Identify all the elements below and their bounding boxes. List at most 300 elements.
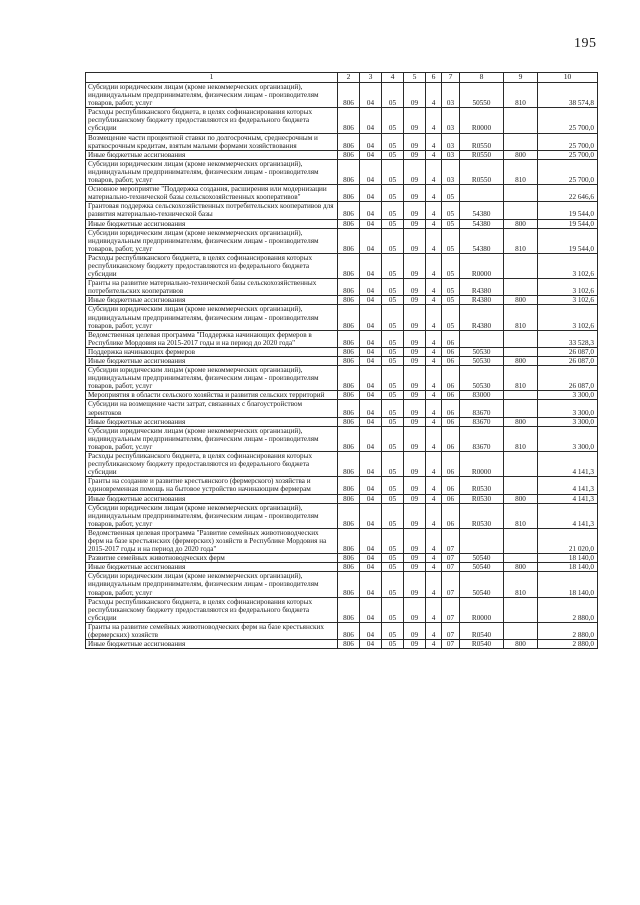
row-ministry-code: 806 [338, 108, 360, 133]
row-amount: 22 646,6 [538, 185, 598, 202]
row-amount: 18 140,0 [538, 572, 598, 597]
row-event: 06 [442, 477, 460, 494]
row-program: 09 [404, 554, 426, 563]
row-event: 07 [442, 554, 460, 563]
row-description: Гранты на развитие семейных животноводческих ферм на базе крестьянских (фермерских) хозяйств [86, 622, 338, 639]
row-program: 09 [404, 477, 426, 494]
row-expense-type [504, 391, 538, 400]
row-description: Субсидии на возмещение части затрат, связанных с благоустройством зерентоков [86, 400, 338, 417]
row-direction: 83000 [460, 391, 504, 400]
row-subprogram: 4 [426, 150, 442, 159]
header-row [86, 73, 598, 83]
row-direction: R0530 [460, 503, 504, 528]
table-row [86, 563, 598, 572]
row-subprogram: 4 [426, 253, 442, 278]
row-section: 04 [360, 528, 382, 553]
row-section: 04 [360, 357, 382, 366]
row-subsection: 05 [382, 622, 404, 639]
row-program: 09 [404, 597, 426, 622]
row-description: Мероприятия в области сельского хозяйства и развития сельских территорий [86, 391, 338, 400]
table-row [86, 452, 598, 477]
row-expense-type [504, 400, 538, 417]
row-event: 06 [442, 417, 460, 426]
row-expense-type [504, 330, 538, 347]
row-expense-type: 800 [504, 494, 538, 503]
row-description: Ведомственная целевая программа "Развитие семейных животноводческих ферм на базе крестьянских (фермерских) хозяйств в Республике Мордовия на 2015-2017 годы и на период до 2020 года" [86, 528, 338, 553]
row-event: 06 [442, 494, 460, 503]
row-section: 04 [360, 159, 382, 184]
row-ministry-code: 806 [338, 347, 360, 356]
row-ministry-code: 806 [338, 494, 360, 503]
row-direction [460, 185, 504, 202]
page-number: 195 [574, 36, 597, 51]
row-subprogram: 4 [426, 357, 442, 366]
row-amount: 3 300,0 [538, 417, 598, 426]
row-subsection: 05 [382, 305, 404, 330]
row-section: 04 [360, 150, 382, 159]
row-subsection: 05 [382, 202, 404, 219]
row-subprogram: 4 [426, 219, 442, 228]
table-header [86, 73, 598, 83]
row-subsection: 05 [382, 150, 404, 159]
row-amount: 18 140,0 [538, 554, 598, 563]
row-section: 04 [360, 202, 382, 219]
row-ministry-code: 806 [338, 253, 360, 278]
row-amount: 3 102,6 [538, 253, 598, 278]
table-row [86, 330, 598, 347]
row-program: 09 [404, 219, 426, 228]
row-description: Субсидии юридическим лицам (кроме некоммерческих организаций), индивидуальным предпринимателям, физическим лицам - производителям товаров, работ, услуг [86, 228, 338, 253]
row-description: Иные бюджетные ассигнования [86, 357, 338, 366]
row-subprogram: 4 [426, 494, 442, 503]
row-subprogram: 4 [426, 133, 442, 150]
row-ministry-code: 806 [338, 503, 360, 528]
row-section: 04 [360, 563, 382, 572]
row-direction: R4380 [460, 305, 504, 330]
row-subsection: 05 [382, 494, 404, 503]
row-amount: 4 141,3 [538, 503, 598, 528]
row-description: Возмещение части процентной ставки по долгосрочным, среднесрочным и краткосрочным кредитам, взятым малыми формами хозяйствования [86, 133, 338, 150]
row-description: Развитие семейных животноводческих ферм [86, 554, 338, 563]
row-direction: R0550 [460, 159, 504, 184]
row-expense-type: 810 [504, 426, 538, 451]
row-subprogram: 4 [426, 572, 442, 597]
row-subsection: 05 [382, 330, 404, 347]
row-subsection: 05 [382, 477, 404, 494]
row-section: 04 [360, 83, 382, 108]
row-subprogram: 4 [426, 503, 442, 528]
row-program: 09 [404, 253, 426, 278]
row-program: 09 [404, 357, 426, 366]
row-expense-type [504, 528, 538, 553]
row-section: 04 [360, 253, 382, 278]
row-subprogram: 4 [426, 305, 442, 330]
row-program: 09 [404, 133, 426, 150]
table-row [86, 133, 598, 150]
row-ministry-code: 806 [338, 400, 360, 417]
row-subsection: 05 [382, 452, 404, 477]
row-expense-type: 800 [504, 296, 538, 305]
row-subsection: 05 [382, 133, 404, 150]
table-row [86, 391, 598, 400]
row-expense-type: 800 [504, 357, 538, 366]
row-direction: R0000 [460, 108, 504, 133]
row-subprogram: 4 [426, 83, 442, 108]
row-section: 04 [360, 347, 382, 356]
table-row [86, 554, 598, 563]
row-amount: 2 880,0 [538, 640, 598, 649]
header-cell: 6 [426, 73, 442, 83]
row-ministry-code: 806 [338, 228, 360, 253]
row-subprogram: 4 [426, 400, 442, 417]
row-event: 05 [442, 296, 460, 305]
table-row [86, 296, 598, 305]
row-amount: 25 700,0 [538, 108, 598, 133]
table-row [86, 622, 598, 639]
row-amount: 4 141,3 [538, 494, 598, 503]
row-subprogram: 4 [426, 330, 442, 347]
row-event: 07 [442, 597, 460, 622]
row-section: 04 [360, 503, 382, 528]
row-description: Расходы республиканского бюджета, в целях софинансирования которых республиканскому бюджету предоставляются из федерального бюджета субсидии [86, 452, 338, 477]
table-row [86, 185, 598, 202]
row-direction: 50540 [460, 572, 504, 597]
row-description: Субсидии юридическим лицам (кроме некоммерческих организаций), индивидуальным предпринимателям, физическим лицам - производителям товаров, работ, услуг [86, 83, 338, 108]
row-expense-type: 810 [504, 159, 538, 184]
row-direction: 50530 [460, 366, 504, 391]
row-ministry-code: 806 [338, 133, 360, 150]
header-cell: 1 [86, 73, 338, 83]
row-program: 09 [404, 563, 426, 572]
row-program: 09 [404, 159, 426, 184]
row-amount: 25 700,0 [538, 133, 598, 150]
row-ministry-code: 806 [338, 528, 360, 553]
row-program: 09 [404, 640, 426, 649]
row-expense-type [504, 347, 538, 356]
row-ministry-code: 806 [338, 357, 360, 366]
row-description: Иные бюджетные ассигнования [86, 640, 338, 649]
row-direction: 50540 [460, 563, 504, 572]
row-ministry-code: 806 [338, 159, 360, 184]
row-description: Расходы республиканского бюджета, в целях софинансирования которых республиканскому бюджету предоставляются из федерального бюджета субсидии [86, 597, 338, 622]
row-section: 04 [360, 108, 382, 133]
row-description: Гранты на развитие материально-технической базы сельскохозяйственных потребительских кооперативов [86, 279, 338, 296]
row-subprogram: 4 [426, 417, 442, 426]
row-description: Иные бюджетные ассигнования [86, 296, 338, 305]
row-description: Поддержка начинающих фермеров [86, 347, 338, 356]
row-direction: 83670 [460, 417, 504, 426]
row-subprogram: 4 [426, 426, 442, 451]
row-amount: 4 141,3 [538, 452, 598, 477]
row-description: Субсидии юридическим лицам (кроме некоммерческих организаций), индивидуальным предпринимателям, физическим лицам - производителям товаров, работ, услуг [86, 572, 338, 597]
row-event: 06 [442, 503, 460, 528]
row-event: 07 [442, 640, 460, 649]
table-row [86, 150, 598, 159]
row-amount: 25 700,0 [538, 159, 598, 184]
row-subprogram: 4 [426, 391, 442, 400]
table-row [86, 366, 598, 391]
row-amount: 2 880,0 [538, 597, 598, 622]
row-event: 03 [442, 133, 460, 150]
row-direction: 54380 [460, 228, 504, 253]
row-expense-type: 800 [504, 417, 538, 426]
row-event: 06 [442, 391, 460, 400]
row-event: 07 [442, 622, 460, 639]
row-section: 04 [360, 330, 382, 347]
row-expense-type [504, 108, 538, 133]
row-subsection: 05 [382, 279, 404, 296]
row-expense-type [504, 477, 538, 494]
row-description: Субсидии юридическим лицам (кроме некоммерческих организаций), индивидуальным предпринимателям, физическим лицам - производителям товаров, работ, услуг [86, 305, 338, 330]
table-row [86, 228, 598, 253]
row-amount: 25 700,0 [538, 150, 598, 159]
row-direction: R0550 [460, 133, 504, 150]
table-row [86, 83, 598, 108]
row-program: 09 [404, 296, 426, 305]
row-direction: 50530 [460, 347, 504, 356]
row-section: 04 [360, 296, 382, 305]
row-ministry-code: 806 [338, 150, 360, 159]
row-subsection: 05 [382, 400, 404, 417]
row-event: 05 [442, 279, 460, 296]
row-subsection: 05 [382, 296, 404, 305]
row-event: 07 [442, 572, 460, 597]
row-direction [460, 528, 504, 553]
table-row [86, 640, 598, 649]
row-subsection: 05 [382, 347, 404, 356]
row-subprogram: 4 [426, 347, 442, 356]
row-amount: 3 102,6 [538, 305, 598, 330]
row-description: Основное мероприятие "Поддержка создания, расширения или модернизации материально-технической базы сельскохозяйственных кооперативов" [86, 185, 338, 202]
row-ministry-code: 806 [338, 279, 360, 296]
row-program: 09 [404, 366, 426, 391]
row-direction: R0530 [460, 477, 504, 494]
table-row [86, 572, 598, 597]
row-program: 09 [404, 503, 426, 528]
row-subsection: 05 [382, 426, 404, 451]
row-expense-type: 800 [504, 219, 538, 228]
table-row [86, 417, 598, 426]
row-expense-type: 800 [504, 150, 538, 159]
row-direction: R4380 [460, 296, 504, 305]
row-ministry-code: 806 [338, 83, 360, 108]
row-expense-type: 810 [504, 572, 538, 597]
row-expense-type: 800 [504, 640, 538, 649]
row-event: 06 [442, 357, 460, 366]
row-subsection: 05 [382, 503, 404, 528]
table-row [86, 494, 598, 503]
header-cell: 10 [538, 73, 598, 83]
row-ministry-code: 806 [338, 622, 360, 639]
row-expense-type [504, 253, 538, 278]
row-subprogram: 4 [426, 622, 442, 639]
row-subsection: 05 [382, 228, 404, 253]
row-amount: 3 300,0 [538, 400, 598, 417]
row-expense-type [504, 452, 538, 477]
table-row [86, 159, 598, 184]
row-ministry-code: 806 [338, 366, 360, 391]
row-expense-type [504, 133, 538, 150]
row-section: 04 [360, 366, 382, 391]
row-subsection: 05 [382, 572, 404, 597]
header-cell: 2 [338, 73, 360, 83]
row-ministry-code: 806 [338, 640, 360, 649]
row-expense-type: 810 [504, 305, 538, 330]
row-program: 09 [404, 528, 426, 553]
row-event: 07 [442, 563, 460, 572]
row-event: 05 [442, 202, 460, 219]
row-ministry-code: 806 [338, 330, 360, 347]
row-ministry-code: 806 [338, 305, 360, 330]
table-row [86, 400, 598, 417]
row-direction: R0530 [460, 494, 504, 503]
row-direction: R0540 [460, 640, 504, 649]
row-program: 09 [404, 330, 426, 347]
row-subsection: 05 [382, 83, 404, 108]
row-subprogram: 4 [426, 640, 442, 649]
budget-table [85, 72, 598, 649]
row-program: 09 [404, 494, 426, 503]
row-amount: 26 087,0 [538, 366, 598, 391]
row-description: Иные бюджетные ассигнования [86, 417, 338, 426]
row-event: 03 [442, 159, 460, 184]
row-direction: 50540 [460, 554, 504, 563]
row-expense-type: 810 [504, 83, 538, 108]
row-event: 05 [442, 253, 460, 278]
row-ministry-code: 806 [338, 417, 360, 426]
row-amount: 38 574,8 [538, 83, 598, 108]
row-ministry-code: 806 [338, 219, 360, 228]
row-subprogram: 4 [426, 563, 442, 572]
table-row [86, 108, 598, 133]
row-event: 06 [442, 366, 460, 391]
row-amount: 2 880,0 [538, 622, 598, 639]
row-amount: 3 300,0 [538, 391, 598, 400]
row-section: 04 [360, 391, 382, 400]
row-expense-type [504, 554, 538, 563]
row-description: Иные бюджетные ассигнования [86, 563, 338, 572]
row-description: Иные бюджетные ассигнования [86, 494, 338, 503]
row-amount: 33 528,3 [538, 330, 598, 347]
row-program: 09 [404, 426, 426, 451]
row-direction: R0550 [460, 150, 504, 159]
table-row [86, 202, 598, 219]
row-amount: 21 020,0 [538, 528, 598, 553]
row-event: 05 [442, 305, 460, 330]
row-program: 09 [404, 108, 426, 133]
row-program: 09 [404, 150, 426, 159]
row-subsection: 05 [382, 357, 404, 366]
row-expense-type [504, 185, 538, 202]
row-program: 09 [404, 572, 426, 597]
row-ministry-code: 806 [338, 202, 360, 219]
row-ministry-code: 806 [338, 477, 360, 494]
row-subsection: 05 [382, 108, 404, 133]
row-subprogram: 4 [426, 185, 442, 202]
row-direction: R0000 [460, 253, 504, 278]
row-event: 06 [442, 452, 460, 477]
row-expense-type: 800 [504, 563, 538, 572]
row-subsection: 05 [382, 219, 404, 228]
row-subprogram: 4 [426, 279, 442, 296]
row-section: 04 [360, 452, 382, 477]
row-section: 04 [360, 494, 382, 503]
row-ministry-code: 806 [338, 572, 360, 597]
row-direction: R0000 [460, 452, 504, 477]
row-program: 09 [404, 202, 426, 219]
row-direction: 50530 [460, 357, 504, 366]
row-section: 04 [360, 640, 382, 649]
row-subsection: 05 [382, 366, 404, 391]
row-program: 09 [404, 83, 426, 108]
row-amount: 3 300,0 [538, 426, 598, 451]
row-direction: R4380 [460, 279, 504, 296]
row-description: Иные бюджетные ассигнования [86, 150, 338, 159]
row-expense-type [504, 279, 538, 296]
row-description: Расходы республиканского бюджета, в целях софинансирования которых республиканскому бюджету предоставляются из федерального бюджета субсидии [86, 253, 338, 278]
row-subsection: 05 [382, 159, 404, 184]
table-row [86, 597, 598, 622]
row-direction: 54380 [460, 219, 504, 228]
header-cell: 3 [360, 73, 382, 83]
row-subprogram: 4 [426, 554, 442, 563]
row-section: 04 [360, 133, 382, 150]
row-expense-type [504, 622, 538, 639]
row-description: Субсидии юридическим лицам (кроме некоммерческих организаций), индивидуальным предпринимателям, физическим лицам - производителям товаров, работ, услуг [86, 159, 338, 184]
row-amount: 19 544,0 [538, 202, 598, 219]
row-subprogram: 4 [426, 452, 442, 477]
table-row [86, 253, 598, 278]
row-program: 09 [404, 391, 426, 400]
table-row [86, 357, 598, 366]
row-description: Субсидии юридическим лицам (кроме некоммерческих организаций), индивидуальным предпринимателям, физическим лицам - производителям товаров, работ, услуг [86, 426, 338, 451]
row-amount: 19 544,0 [538, 228, 598, 253]
header-cell: 7 [442, 73, 460, 83]
table-row [86, 347, 598, 356]
row-direction: R0000 [460, 597, 504, 622]
row-ministry-code: 806 [338, 563, 360, 572]
row-program: 09 [404, 228, 426, 253]
row-subprogram: 4 [426, 366, 442, 391]
row-subprogram: 4 [426, 528, 442, 553]
row-direction: 83670 [460, 426, 504, 451]
row-subprogram: 4 [426, 108, 442, 133]
row-description: Гранты на создание и развитие крестьянского (фермерского) хозяйства и единовременная помощь на бытовое устройство начинающим фермерам [86, 477, 338, 494]
row-expense-type [504, 202, 538, 219]
row-expense-type [504, 597, 538, 622]
row-amount: 3 102,6 [538, 296, 598, 305]
row-section: 04 [360, 228, 382, 253]
row-subsection: 05 [382, 528, 404, 553]
row-amount: 18 140,0 [538, 563, 598, 572]
row-ministry-code: 806 [338, 426, 360, 451]
row-event: 06 [442, 347, 460, 356]
row-expense-type: 810 [504, 228, 538, 253]
row-ministry-code: 806 [338, 296, 360, 305]
row-event: 03 [442, 150, 460, 159]
row-description: Иные бюджетные ассигнования [86, 219, 338, 228]
row-section: 04 [360, 597, 382, 622]
row-subsection: 05 [382, 417, 404, 426]
row-ministry-code: 806 [338, 185, 360, 202]
row-ministry-code: 806 [338, 554, 360, 563]
row-program: 09 [404, 185, 426, 202]
row-direction: 54380 [460, 202, 504, 219]
row-subsection: 05 [382, 597, 404, 622]
row-event: 05 [442, 185, 460, 202]
row-description: Грантовая поддержка сельскохозяйственных потребительских кооперативов для развития материально-технической базы [86, 202, 338, 219]
row-direction: 83670 [460, 400, 504, 417]
